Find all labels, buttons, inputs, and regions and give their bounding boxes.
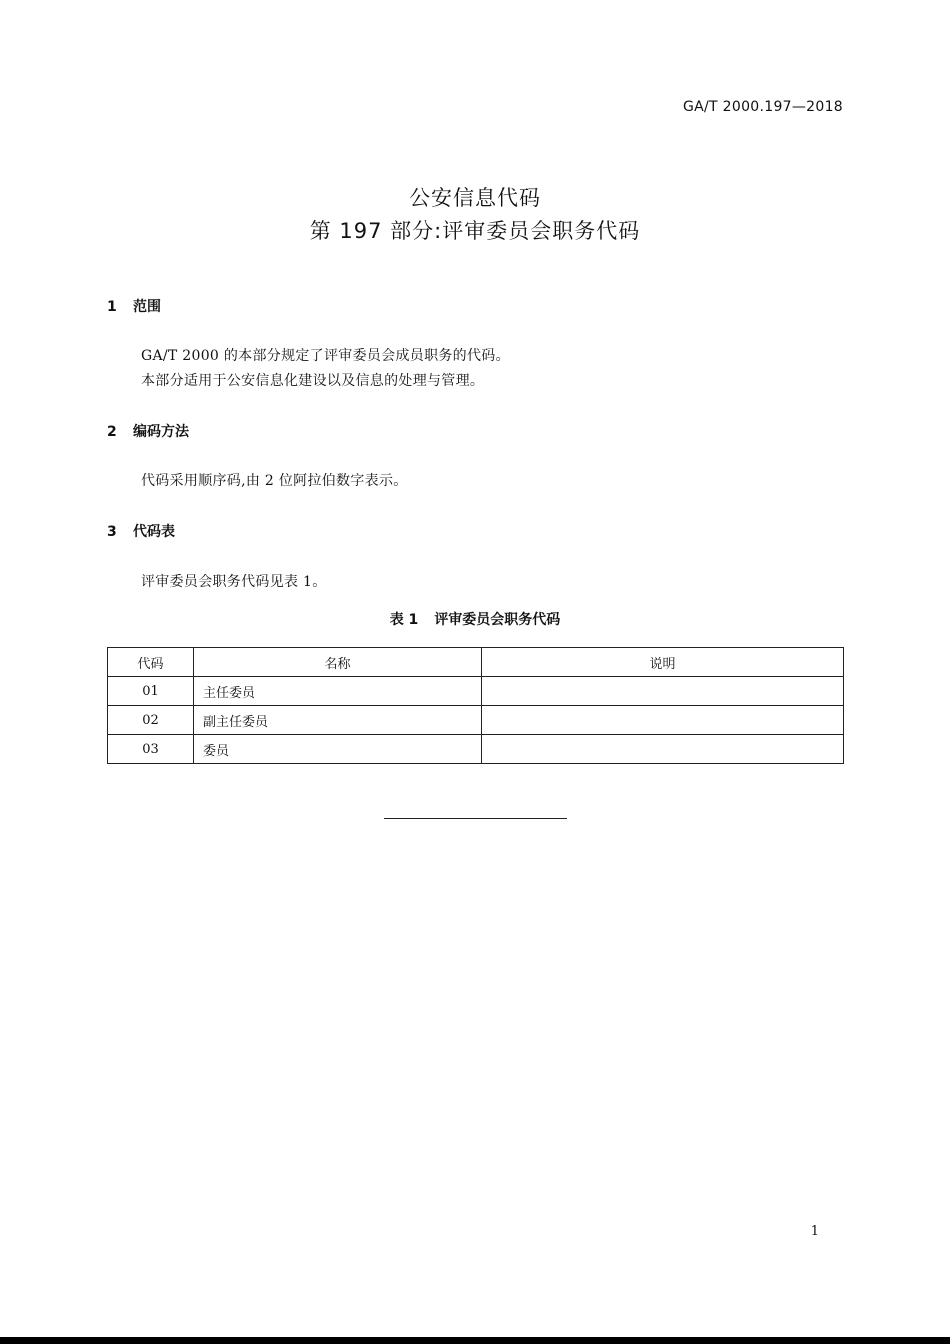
cell-code: 03: [108, 735, 194, 764]
cell-code: 02: [108, 706, 194, 735]
section-title: 编码方法: [133, 424, 189, 440]
section-number: 3: [107, 524, 117, 540]
code-table-paragraph: 评审委员会职务代码见表 1。: [141, 574, 327, 590]
section-number: 1: [107, 299, 117, 315]
header-description: 说明: [482, 648, 844, 677]
cell-name: 副主任委员: [194, 706, 482, 735]
section-title: 范围: [133, 299, 161, 315]
table-caption-number: 表 1: [389, 612, 419, 628]
cell-name: 主任委员: [194, 677, 482, 706]
standard-code: GA/T 2000.197—2018: [683, 99, 843, 115]
code-table: [107, 647, 844, 764]
section-title: 代码表: [133, 524, 175, 540]
coding-method-paragraph: 代码采用顺序码,由 2 位阿拉伯数字表示。: [141, 473, 408, 489]
header-name: 名称: [194, 648, 482, 677]
section-number: 2: [107, 424, 117, 440]
section-heading-code-table: [107, 521, 175, 541]
cell-name: 委员: [194, 735, 482, 764]
header-code: 代码: [108, 648, 194, 677]
document-title: 公安信息代码: [409, 186, 541, 210]
table-caption-title: 评审委员会职务代码: [434, 612, 561, 628]
end-rule: [384, 818, 567, 819]
table-row: [108, 677, 844, 706]
section-heading-coding-method: [107, 421, 189, 441]
section-heading-scope: [107, 296, 161, 316]
cell-description: [482, 706, 844, 735]
scope-paragraph-1: GA/T 2000 的本部分规定了评审委员会成员职务的代码。: [141, 348, 510, 364]
cell-code: 01: [108, 677, 194, 706]
page-number: 1: [810, 1224, 819, 1239]
table-caption: [0, 609, 950, 629]
bottom-border: [0, 1337, 950, 1344]
document-subtitle: 第 197 部分:评审委员会职务代码: [309, 219, 641, 243]
cell-description: [482, 677, 844, 706]
table-row: [108, 735, 844, 764]
scope-paragraph-2: 本部分适用于公安信息化建设以及信息的处理与管理。: [141, 373, 485, 389]
table-row: [108, 706, 844, 735]
table-header-row: [108, 648, 844, 677]
cell-description: [482, 735, 844, 764]
